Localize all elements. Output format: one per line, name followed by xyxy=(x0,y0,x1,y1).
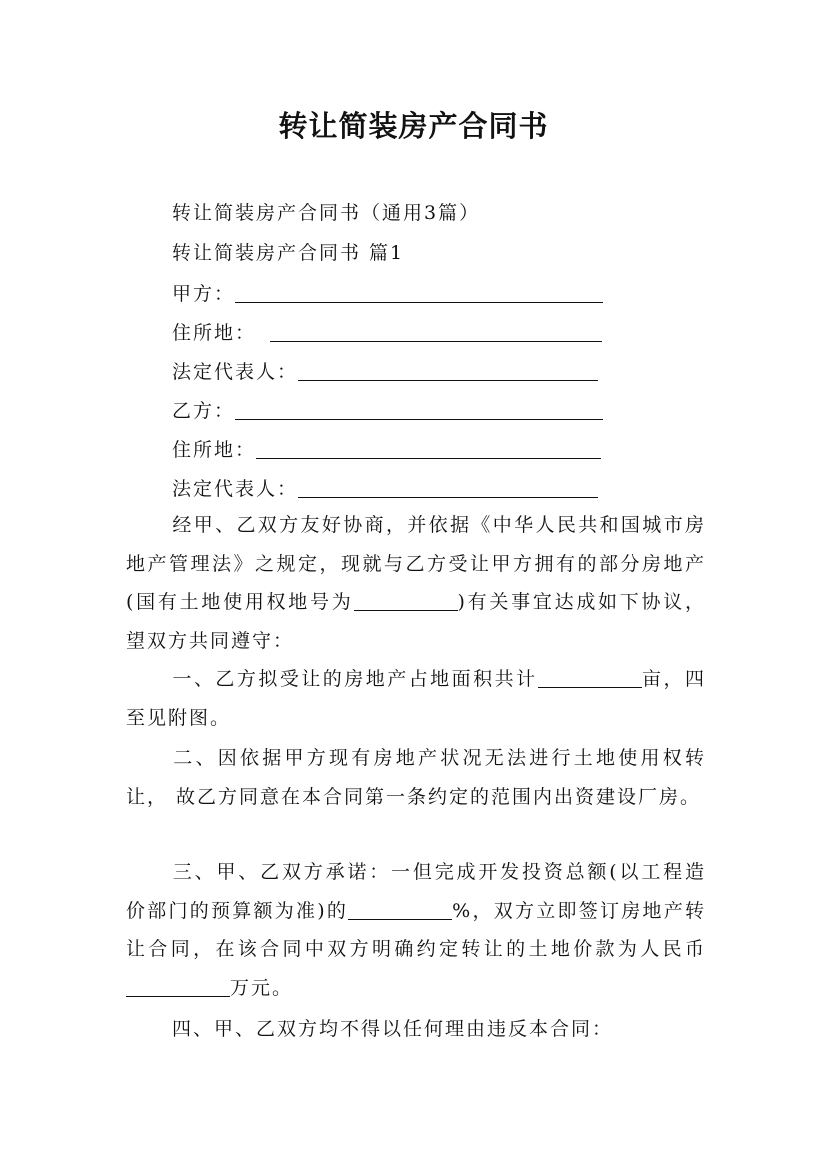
clause-1-text-1: 一、乙方拟受让的房地产占地面积共计 xyxy=(172,668,538,690)
party-b-rep-blank xyxy=(298,477,598,498)
party-a-label: 甲方： xyxy=(172,283,236,305)
party-a-address-field xyxy=(172,318,602,345)
clause-4 xyxy=(126,1010,706,1049)
clause-3-text-2: %，双方立即签订房地产转让合同，在该合同中双方明确约定转让的土地价款为人民币 xyxy=(126,899,706,960)
party-b-address-blank xyxy=(256,438,601,459)
clause-1-text-2: 亩，四至见附图。 xyxy=(126,668,706,729)
party-a-address-label: 住所地： xyxy=(172,322,257,344)
party-b-address-field xyxy=(172,435,601,462)
area-blank xyxy=(538,667,642,688)
party-b-address-label: 住所地： xyxy=(172,439,257,461)
party-b-label: 乙方： xyxy=(172,400,236,422)
party-a-address-blank xyxy=(270,321,602,342)
clause-3-text-1: 三、甲、乙双方承诺：一但完成开发投资总额(以工程造价部门的预算额为准)的 xyxy=(126,861,706,922)
party-a-rep-blank xyxy=(298,360,598,381)
party-b-rep-field xyxy=(172,474,598,501)
party-b-rep-label: 法定代表人： xyxy=(172,478,299,500)
document-subtitle: 转让简装房产合同书（通用3篇） xyxy=(172,202,481,224)
party-b-blank xyxy=(235,399,603,420)
document-title: 转让简装房产合同书 xyxy=(278,109,549,143)
intro-paragraph xyxy=(126,506,706,660)
price-blank xyxy=(126,976,230,997)
clause-4-text: 四、甲、乙双方均不得以任何理由违反本合同： xyxy=(172,1018,614,1040)
party-b-field xyxy=(172,396,603,423)
clause-3 xyxy=(126,853,706,1007)
clause-1 xyxy=(126,660,706,737)
intro-text-1: 经甲、乙双方友好协商，并依据《中华人民共和国城市房地产管理法》之规定，现就与乙方受让甲方拥有的部分房地产(国有土地使用权地号为 xyxy=(126,514,706,613)
section-heading: 转让简装房产合同书 篇1 xyxy=(172,242,405,264)
land-number-blank xyxy=(354,590,458,611)
clause-2 xyxy=(126,739,706,816)
party-a-rep-label: 法定代表人： xyxy=(172,361,299,383)
intro-text-2: )有关事宜达成如下协议，望双方共同遵守： xyxy=(126,591,706,652)
clause-3-text-3: 万元。 xyxy=(230,976,294,999)
clause-2-text: 二、因依据甲方现有房地产状况无法进行土地使用权转让， 故乙方同意在本合同第一条约定的范围内出资建设厂房。 xyxy=(126,747,706,808)
investment-percent-blank xyxy=(348,899,452,920)
party-a-rep-field xyxy=(172,357,598,384)
party-a-blank xyxy=(235,282,603,303)
party-a-field xyxy=(172,279,603,306)
